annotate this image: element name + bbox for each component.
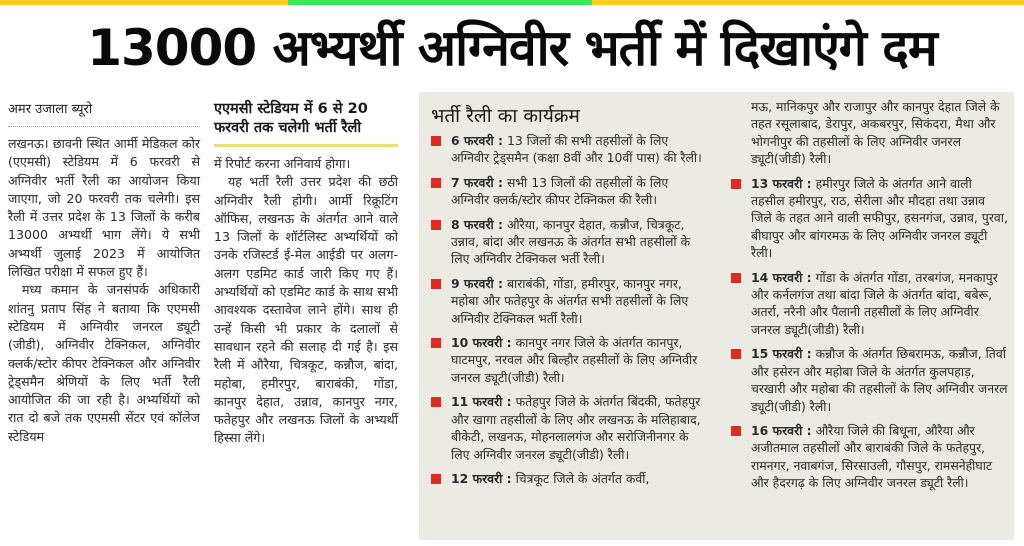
- schedule-item: [729, 175, 1009, 262]
- schedule-text: बाराबंकी, गोंडा, हमीरपुर, कानपुर नगर, महोबा और फतेहपुर के अंतर्गत सभी तहसीलों के लिए अग्निवीर टेक्निकल भर्ती रैली।: [451, 275, 689, 326]
- byline: अमर उजाला ब्यूरो: [8, 100, 200, 127]
- schedule-item: [429, 275, 704, 327]
- red-square-bullet-icon: [431, 178, 441, 188]
- paragraph: लखनऊ। छावनी स्थित आर्मी मेडिकल कोर (एएमसी) स्टेडियम में 6 फरवरी से अग्निवीर भर्ती रैली का आयोजन किया जाएगा, जो 20 फरवरी तक चलेगी। इस रैली में उत्तर प्रदेश के 13 जिलों के करीब 13000 अभ्यर्थी भाग लेंगे। ये सभी अभ्यर्थी जुलाई 2023 में आयोजित लिखित परीक्षा में सफल हुए हैं।: [8, 136, 200, 280]
- schedule-item: [429, 174, 704, 209]
- schedule-text: गोंडा के अंतर्गत गोंडा, तरबगंज, मनकापुर और कर्नलगंज तथा बांदा जिले के अंतर्गत बांदा, बबेरू, अतर्रा, नरैनी और पैलानी तहसीलों के लिए अग्निवीर जनरल ड्यूटी(जीडी) रैली।: [751, 269, 998, 337]
- schedule-title: भर्ती रैली का कार्यक्रम: [431, 105, 580, 127]
- subheadline: एएमसी स्टेडियम में 6 से 20 फरवरी तक चलेगी भर्ती रैली: [214, 100, 398, 147]
- top-bar-segment-yellow-right: [592, 0, 1024, 5]
- schedule-text: कानपुर नगर जिले के अंतर्गत कानपुर, घाटमपुर, नरवल और बिल्हौर तहसीलों के लिए अग्निवीर जनरल ड्यूटी(जीडी) रैली।: [451, 335, 698, 385]
- schedule-date: 13 फरवरी :: [751, 175, 812, 191]
- red-square-bullet-icon: [431, 136, 441, 146]
- red-square-bullet-icon: [431, 220, 441, 230]
- red-square-bullet-icon: [431, 338, 441, 348]
- schedule-date: 11 फरवरी :: [451, 394, 512, 410]
- schedule-item: [429, 216, 704, 268]
- schedule-text: औरैया जिले की बिधूना, औरैया और अजीतमाल तहसीलों और बाराबंकी जिले के फतेहपुर, रामनगर, नवाबगंज, सिरसाउली, गौसपुर, रामसनेहीघाट और हैदरगढ़ के लिए अग्निवीर जनरल ड्यूटी रैली।: [751, 422, 993, 491]
- schedule-text: चित्रकूट जिले के अंतर्गत कर्वी,: [515, 470, 650, 486]
- red-square-bullet-icon: [431, 474, 441, 484]
- schedule-item: [429, 334, 704, 386]
- schedule-text: औरैया, कानपुर देहात, कन्नौज, चित्रकूट, उन्नाव, बांदा और लखनऊ के अंतर्गत सभी तहसीलों के लिए अग्निवीर टेक्निकल भर्ती रैली।: [451, 216, 691, 267]
- schedule-item: [429, 393, 704, 463]
- schedule-item: [429, 470, 704, 487]
- top-bar-segment-yellow-left: [0, 0, 288, 5]
- red-square-bullet-icon: [731, 426, 741, 436]
- paragraph: में रिपोर्ट करना अनिवार्य होगा।: [214, 156, 351, 171]
- schedule-box: [419, 92, 1014, 540]
- color-top-bar: [0, 0, 1024, 5]
- schedule-date: 7 फरवरी :: [451, 174, 503, 190]
- schedule-text: कन्नौज के अंतर्गत छिबरामऊ, कन्नौज, तिर्वा और हसेरन और महोबा जिले के अंतर्गत कुलपहाड़, चरखारी और महोबा की तहसीलों के लिए अग्निवीर जनरल ड्यूटी(जीडी) रैली।: [751, 346, 1008, 414]
- paragraph: यह भर्ती रैली उत्तर प्रदेश की छठी अग्निवीर रैली होगी। आर्मी रिक्रूटिंग ऑफिस, लखनऊ के अंतर्गत आने वाले 13 जिलों के शॉर्टलिस्ट अभ्यर्थियों को उनके रजिस्टर्ड ई-मेल आईडी पर अलग-अलग एडमिट कार्ड जारी किए गए हैं। अभ्यर्थियों को एडमिट कार्ड के साथ सभी आवश्यक दस्तावेज लाने होंगे। साथ ही उन्हें किसी भी प्रकार के दलालों से सावधान रहने की सलाह दी गई है। इस रैली में औरैया, चित्रकूट, कन्नौज, बांदा, महोबा, हमीरपुर, बाराबंकी, गोंडा, कानपुर देहात, उन्नाव, कानपुर नगर, फतेहपुर और लखनऊ जिलों के अभ्यर्थी हिस्सा लेंगे।: [214, 174, 398, 446]
- schedule-text: फतेहपुर जिले के अंतर्गत बिंदकी, फतेहपुर और खागा तहसीलों के लिए और लखनऊ के मलिहाबाद, बीकेटी, लखनऊ, मोहनलालगंज और सरोजिनीनगर के लिए अग्निवीर जनरल ड्यूटी(जीडी) रैली।: [451, 394, 701, 462]
- schedule-date: 16 फरवरी :: [751, 422, 812, 438]
- schedule-date: 9 फरवरी :: [451, 275, 503, 291]
- schedule-column-2: [729, 98, 1009, 499]
- red-square-bullet-icon: [731, 273, 741, 283]
- paragraph: मध्य कमान के जनसंपर्क अधिकारी शांतनु प्रताप सिंह ने बताया कि एएमसी स्टेडियम में अग्निवीर जनरल ड्यूटी (जीडी), अग्निवीर टेक्निकल, अग्निवीर क्लर्क/स्टोर कीपर टेक्निकल और अग्निवीर ट्रेड्समैन श्रेणियों के लिए भर्ती रैली आयोजित की जा रही है। अभ्यर्थियों को रात दो बजे तक एएमसी सेंटर एवं कॉलेज स्टेडियम: [8, 282, 200, 444]
- schedule-item: [729, 345, 1009, 415]
- schedule-date: 8 फरवरी :: [451, 216, 503, 232]
- schedule-item: [429, 132, 704, 167]
- schedule-date: 12 फरवरी :: [451, 470, 512, 486]
- red-square-bullet-icon: [731, 349, 741, 359]
- red-square-bullet-icon: [431, 279, 441, 289]
- top-bar-segment-green: [288, 0, 592, 5]
- schedule-text: 13 जिलों की सभी तहसीलों के लिए अग्निवीर ट्रेड्समैन (कक्षा 8वीं और 10वीं पास) की रैली।: [451, 133, 702, 166]
- headline: 13000 अभ्यर्थी अग्निवीर भर्ती में दिखाएंगे दम: [87, 19, 937, 77]
- schedule-column-1: [429, 132, 704, 494]
- schedule-item-continuation: मऊ, मानिकपुर और राजापुर और कानपुर देहात जिले के तहत रसूलाबाद, डेरापुर, अकबरपुर, सिकंदरा, मैथा और भोगनीपुर की तहसीलों के लिए अग्निवीर जनरल ड्यूटी(जीडी) रैली।: [751, 99, 1000, 167]
- schedule-date: 6 फरवरी :: [451, 133, 503, 148]
- article-column-2: [214, 100, 398, 448]
- schedule-item: [729, 422, 1009, 492]
- red-square-bullet-icon: [431, 397, 441, 407]
- schedule-date: 14 फरवरी :: [751, 269, 812, 285]
- schedule-text: सभी 13 जिलों की तहसीलों के लिए अग्निवीर क्लर्क/स्टोर कीपर टेक्निकल की रैली।: [451, 174, 669, 208]
- red-square-bullet-icon: [731, 179, 741, 189]
- schedule-item: [729, 269, 1009, 339]
- article-column-1: [8, 100, 200, 446]
- schedule-date: 10 फरवरी :: [451, 335, 512, 351]
- schedule-date: 15 फरवरी :: [751, 346, 812, 362]
- schedule-text: हमीरपुर जिले के अंतर्गत आने वाली तहसील हमीरपुर, राठ, सेरीला और मौदहा तथा उन्नाव जिले के तहत आने वाली सफीपुर, हसनगंज, उन्नाव, पुरवा, बीघापुर और बांगरमऊ के लिए अग्निवीर जनरल ड्यूटी रैली।: [751, 175, 1008, 261]
